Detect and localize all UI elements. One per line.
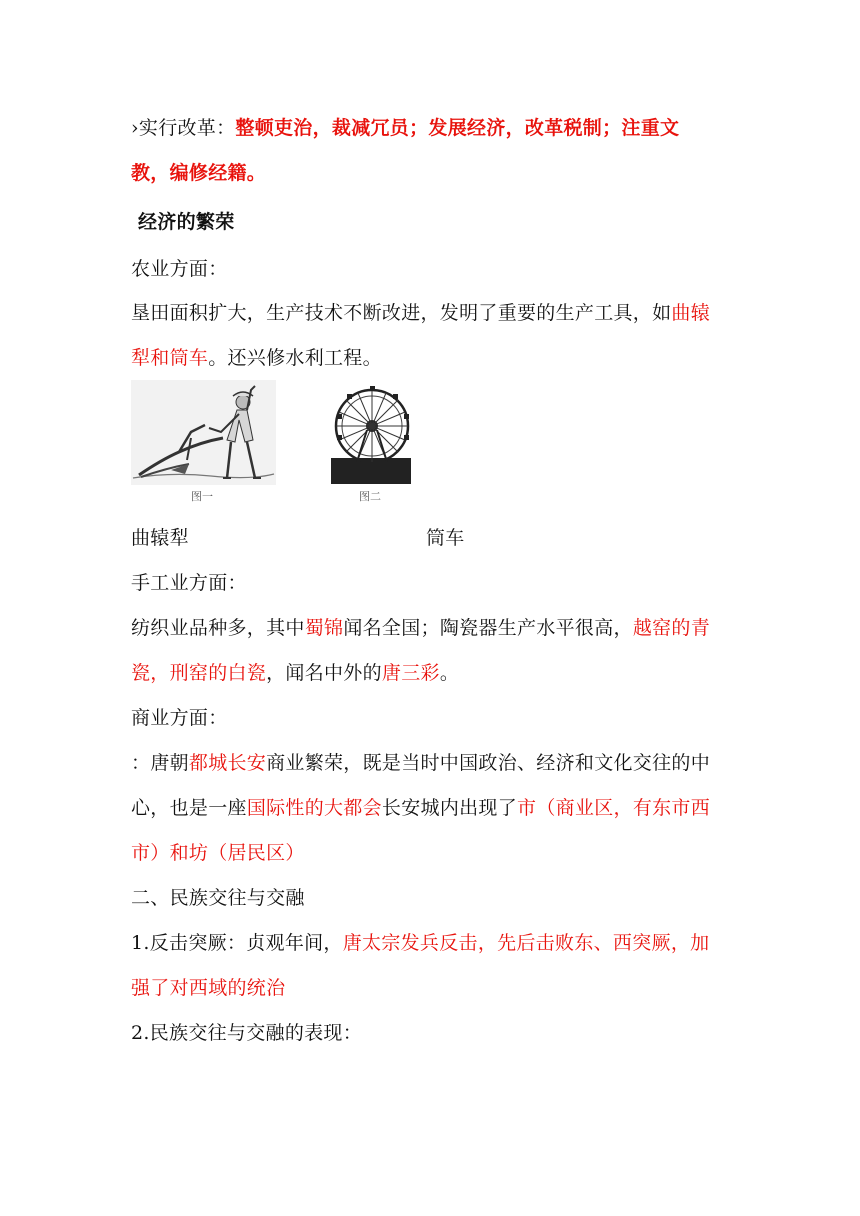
- section2-item1-highlight: 唐太宗发兵反击，先后击败东、西突厥，加: [342, 932, 710, 954]
- commerce-line-3: [131, 841, 305, 865]
- plough-illustration-icon: [131, 380, 276, 505]
- craft-line-2: [131, 661, 459, 685]
- craft-highlight-shujin: 蜀锦: [304, 617, 344, 639]
- commerce-highlight-market: 市（商业区，有东市西: [517, 797, 711, 819]
- craft-text-1: 纺织业品种多，其中: [131, 617, 305, 639]
- commerce-text-3: 心，也是一座: [131, 797, 247, 819]
- plough-figure: [131, 380, 276, 505]
- commerce-line-2: [131, 796, 710, 820]
- commerce-highlight-metropolis: 国际性的大都会: [246, 797, 382, 819]
- craft-text-2: 闻名全国；陶瓷器生产水平很高，: [343, 617, 633, 639]
- waterwheel-label: 筒车: [426, 527, 465, 549]
- craft-highlight-xingyao: 瓷，刑窑的白瓷: [131, 662, 267, 684]
- waterwheel-illustration-icon: [327, 380, 417, 505]
- economy-heading: 经济的繁荣: [138, 211, 235, 233]
- reform-line-1: [131, 116, 679, 140]
- reform-lead: ›实行改革：: [131, 117, 236, 139]
- section2-item1-line1: [131, 931, 709, 955]
- reform-highlight-1: 整顿吏治，裁减冗员；发展经济，改革税制；注重文: [235, 117, 680, 139]
- craft-text-4: 。: [439, 662, 460, 684]
- commerce-label: 商业方面：: [131, 707, 228, 729]
- reform-highlight-2: 教，编修经籍。: [131, 162, 267, 184]
- fig2-caption: 图二: [359, 490, 381, 503]
- agri-highlight-1: 曲辕: [671, 302, 711, 324]
- commerce-text-2: 商业繁荣，既是当时中国政治、经济和文化交往的中: [266, 752, 711, 774]
- plough-label: 曲辕犁: [131, 527, 189, 549]
- section2-item1-text: 1.反击突厥：贞观年间，: [131, 932, 343, 954]
- commerce-text-4: 长安城内出现了: [381, 797, 518, 819]
- craft-text-3: ，闻名中外的: [266, 662, 382, 684]
- agri-text-1: 垦田面积扩大，生产技术不断改进，发明了重要的生产工具，如: [131, 302, 672, 324]
- craft-highlight-yueyao: 越窑的青: [632, 617, 711, 639]
- commerce-highlight-changan: 都城长安: [188, 752, 267, 774]
- reform-line-2: [131, 161, 266, 185]
- section2-item2: 2.民族交往与交融的表现：: [131, 1022, 363, 1044]
- commerce-highlight-fang: 市）和坊（居民区）: [131, 842, 305, 864]
- agri-highlight-2: 犁和筒车: [131, 347, 209, 369]
- commerce-line-1: [131, 751, 710, 775]
- agri-label: 农业方面：: [131, 258, 228, 280]
- section2-item1-line2: [131, 976, 285, 1000]
- waterwheel-figure: [327, 380, 417, 505]
- craft-line-1: [131, 616, 710, 640]
- agri-text-2: 。还兴修水利工程。: [208, 347, 382, 369]
- agri-line-2: [131, 346, 382, 370]
- craft-highlight-tangsancai: 唐三彩: [381, 662, 440, 684]
- section2-heading: 二、民族交往与交融: [131, 887, 305, 909]
- commerce-text-1: ：唐朝: [131, 752, 189, 774]
- agri-line-1: [131, 301, 710, 325]
- craft-label: 手工业方面：: [131, 572, 247, 594]
- section2-item1-highlight-2: 强了对西域的统治: [131, 977, 286, 999]
- fig1-caption: 图一: [191, 490, 213, 503]
